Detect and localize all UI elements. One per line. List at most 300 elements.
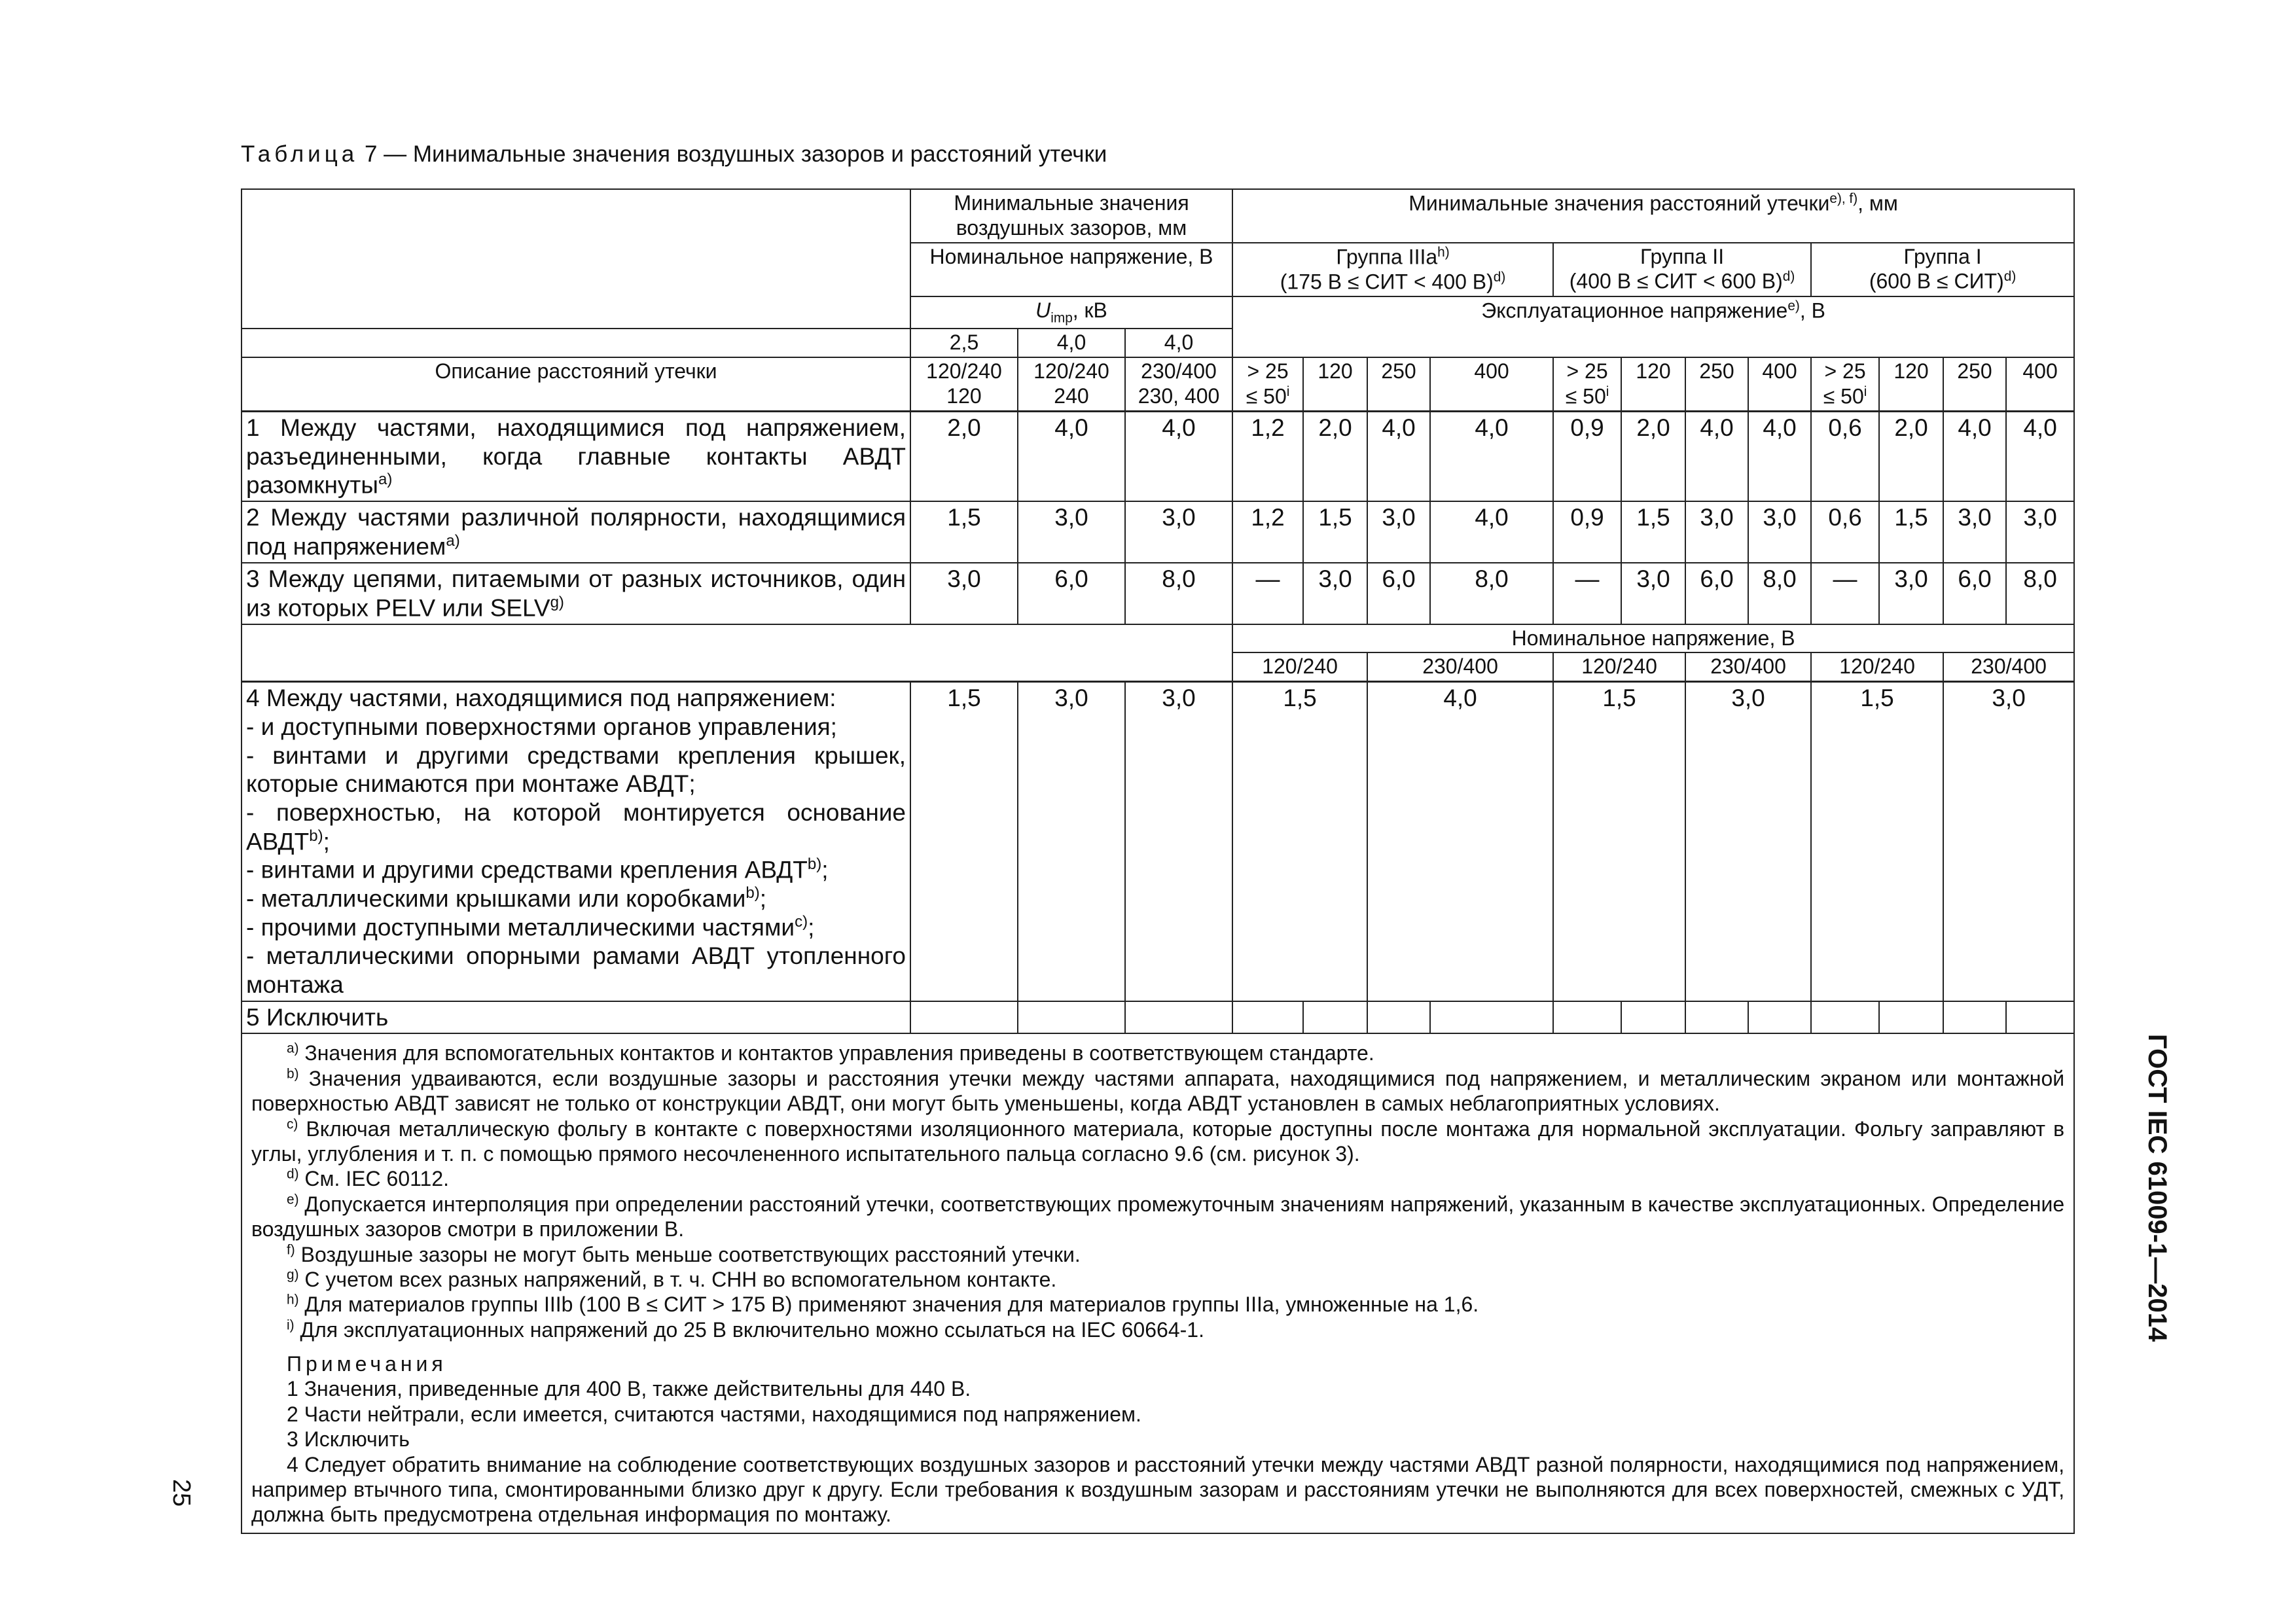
footnote-marker: d)	[1782, 269, 1795, 285]
value-text: 1,5	[947, 504, 981, 531]
table-value	[1879, 412, 1943, 502]
subheader-nominal-voltage	[1232, 624, 2074, 653]
table-value	[1303, 563, 1367, 624]
footnote-marker: h)	[1437, 244, 1450, 260]
subheader-row-1	[242, 624, 2074, 653]
table-value	[1018, 563, 1125, 624]
empty-cell	[1879, 1001, 1943, 1034]
table-value	[1748, 412, 1811, 502]
operating-voltage-text: Эксплуатационное напряжение	[1481, 298, 1788, 323]
value-text: 4,0	[1958, 414, 1992, 442]
table-value	[1685, 682, 1811, 1001]
description-label-text: Описание расстояний утечки	[435, 359, 717, 383]
table-value	[1367, 412, 1430, 502]
value-text: 1,5	[1860, 685, 1894, 712]
footnote-text: Воздушные зазоры не могут быть меньше соответствующих расстояний утечки.	[295, 1242, 1081, 1266]
table-value	[1430, 501, 1553, 563]
table-value	[910, 501, 1018, 563]
op-value-text: 250	[1957, 359, 1992, 383]
table-value	[1232, 501, 1303, 563]
empty-cell	[1811, 1001, 1879, 1034]
value-text: 3,0	[2023, 504, 2057, 531]
group-range: (600 В ≤ СИТ)	[1869, 269, 2004, 293]
table-value	[1811, 563, 1879, 624]
subheader-voltage-pair	[1811, 652, 1943, 681]
table-value	[1685, 501, 1748, 563]
nominal-voltage-value	[1125, 357, 1232, 412]
table-value	[1621, 501, 1685, 563]
op-low: > 25	[1566, 359, 1608, 383]
value-text: 1,5	[947, 685, 981, 712]
value-text: 8,0	[1162, 565, 1196, 593]
value-text: 1,2	[1251, 504, 1285, 531]
table-value	[2006, 501, 2074, 563]
table-value	[1553, 563, 1621, 624]
unit: , В	[1799, 298, 1825, 323]
footnote-text: Значения для вспомогательных контактов и контактов управления приведены в соответствующем стандарте.	[298, 1041, 1374, 1065]
value-text: 1,5	[1602, 685, 1636, 712]
empty-cell	[1430, 1001, 1553, 1034]
table-value	[1430, 412, 1553, 502]
footnote-text: Для материалов группы IIIb (100 В ≤ СИТ > 175 В) применяют значения для материалов группы IIIa, умноженные на 1,6.	[298, 1293, 1479, 1317]
empty-cell	[1748, 1001, 1811, 1034]
nominal-voltage-value-text: 120	[946, 383, 982, 408]
material-group-2	[1553, 243, 1811, 297]
punct: ;	[759, 885, 767, 912]
data-row-4	[242, 682, 2074, 1001]
value-text: 3,0	[1731, 685, 1765, 712]
table-value	[1303, 412, 1367, 502]
uimp-subscript: imp	[1050, 310, 1073, 326]
footnote-marker: i)	[287, 1317, 295, 1333]
value-text: 3,0	[1958, 504, 1992, 531]
value-text: 4,0	[1382, 414, 1416, 442]
value-text: 3,0	[1700, 504, 1734, 531]
footnote-text: Для эксплуатационных напряжений до 25 В включительно можно ссылаться на IEC 60664-1.	[294, 1317, 1204, 1342]
row4-line-text: 4 Между частями, находящимися под напряжением:	[246, 685, 836, 712]
uimp-value	[910, 329, 1018, 357]
nominal-voltage-value	[910, 357, 1018, 412]
header-row-1	[242, 189, 2074, 243]
table-value	[1553, 501, 1621, 563]
subheader-voltage-pair	[1232, 652, 1367, 681]
value-text: 1,5	[1636, 504, 1670, 531]
footnotes-cell	[242, 1033, 2074, 1533]
empty-cell	[910, 1001, 1018, 1034]
footnote-marker: a)	[446, 532, 460, 550]
value-text: 0,6	[1828, 414, 1862, 442]
subheader-blank	[242, 624, 1232, 682]
header-blank	[242, 329, 910, 357]
row-description	[242, 501, 910, 563]
op-low: > 25	[1824, 359, 1866, 383]
value-text: 3,0	[1054, 504, 1088, 531]
value-text: 0,9	[1570, 504, 1604, 531]
operating-voltage-value	[1943, 357, 2006, 412]
footnote-marker: e)	[287, 1192, 299, 1207]
row4-line-text: - и доступными поверхностями органов управления;	[246, 713, 837, 740]
empty-cell	[1685, 1001, 1748, 1034]
subheader-voltage-pair	[1367, 652, 1553, 681]
note: 1 Значения, приведенные для 400 В, также действительны для 440 В.	[287, 1377, 971, 1401]
footnote-marker: a)	[287, 1041, 299, 1056]
footnote	[251, 1166, 2064, 1191]
data-row-2	[242, 501, 2074, 563]
value-text: 8,0	[1475, 565, 1509, 593]
voltage-pair-text: 120/240	[1262, 654, 1338, 679]
table-value	[1621, 563, 1685, 624]
row4-line-text: - металлическими опорными рамами АВДТ утопленного монтажа	[246, 942, 906, 999]
footnote	[251, 1292, 2064, 1317]
table-value	[1232, 412, 1303, 502]
table-value	[1367, 501, 1430, 563]
table-header	[242, 189, 2074, 412]
table-value	[1943, 682, 2074, 1001]
material-group-3	[1811, 243, 2074, 297]
table-7	[241, 188, 2073, 1534]
table-value	[1553, 412, 1621, 502]
operating-voltage-value	[1621, 357, 1685, 412]
punct: ;	[821, 856, 829, 883]
row-description-text: 2 Между частями различной полярности, находящимися под напряжением	[246, 504, 906, 560]
data-row-1	[242, 412, 2074, 502]
creepage-title	[1232, 189, 2074, 243]
row-description-text: 5 Исключить	[246, 1003, 389, 1031]
footnote-text: См. IEC 60112.	[298, 1167, 450, 1191]
footnote	[251, 1242, 2064, 1267]
value-text: 2,0	[947, 414, 981, 442]
row4-line	[246, 713, 906, 741]
footnote-marker: e)	[1787, 298, 1800, 314]
row4-line-text: - винтами и другими средствами крепления крышек, которые снимаются при монтаже АВДТ;	[246, 741, 906, 798]
row4-line	[246, 741, 906, 798]
row4-line	[246, 913, 906, 942]
empty-cell	[1367, 1001, 1430, 1034]
footnote-marker: i	[1286, 383, 1290, 399]
value-text: 3,0	[1318, 565, 1352, 593]
empty-cell	[1553, 1001, 1621, 1034]
value-text: —	[1575, 565, 1600, 593]
row4-line-text: - винтами и другими средствами крепления АВДТ	[246, 856, 808, 883]
footnote-text: Включая металлическую фольгу в контакте с поверхностями изоляционного материала, которые доступны после монтажа для нормальной эксплуатации. Фольгу заправляют в углы, углубления и т. п. с помощью прямого несочлененного испытательного пальца согласно 9.6 (см. рисунок 3).	[251, 1116, 2065, 1166]
footnote-marker: i	[1605, 383, 1609, 399]
table-value	[1367, 682, 1553, 1001]
table-value	[910, 563, 1018, 624]
nominal-voltage-value-text: 240	[1054, 383, 1089, 408]
row4-line	[246, 942, 906, 999]
row-description	[242, 412, 910, 502]
value-text: 8,0	[2023, 565, 2057, 593]
value-text: 1,5	[1318, 504, 1352, 531]
footnote-marker: i	[1863, 383, 1867, 399]
op-value-text: 400	[1762, 359, 1797, 383]
value-text: 0,9	[1570, 414, 1604, 442]
value-text: 4,0	[1443, 685, 1477, 712]
group-range: (400 В ≤ СИТ < 600 В)	[1569, 269, 1783, 293]
op-value-text: 250	[1381, 359, 1416, 383]
value-text: 4,0	[1475, 504, 1509, 531]
table-value	[2006, 412, 2074, 502]
value-text: —	[1255, 565, 1280, 593]
op-value-text: 400	[1474, 359, 1509, 383]
voltage-pair-text: 120/240	[1839, 654, 1915, 679]
table-value	[1430, 563, 1553, 624]
value-text: 3,0	[1763, 504, 1797, 531]
subheader-voltage-pair	[1553, 652, 1685, 681]
footnote-marker: e), f)	[1829, 191, 1858, 206]
value-text: 3,0	[1054, 685, 1088, 712]
nominal-voltage-label	[910, 243, 1232, 297]
creepage-title-text: Минимальные значения расстояний утечки	[1408, 191, 1830, 215]
empty-cell	[2006, 1001, 2074, 1034]
data-row-3	[242, 563, 2074, 624]
punct: ;	[323, 827, 330, 855]
footnote-marker: a)	[378, 471, 393, 489]
voltage-pair-text: 230/400	[1971, 654, 2047, 679]
group-name: Группа I	[1903, 244, 1982, 268]
value-text: 1,2	[1251, 414, 1285, 442]
subheader-voltage-pair	[1943, 652, 2074, 681]
value-text: 4,0	[1162, 414, 1196, 442]
footnote-marker: c)	[795, 913, 808, 931]
footnote-marker: d)	[287, 1166, 299, 1182]
page-number: 25	[168, 1479, 195, 1507]
voltage-pair-text: 120/240	[1581, 654, 1657, 679]
footnote	[251, 1116, 2064, 1167]
table-footnotes	[242, 1033, 2074, 1533]
table-value	[1125, 501, 1232, 563]
uimp-value	[1018, 329, 1125, 357]
footnote	[251, 1317, 2064, 1342]
footnote-marker: c)	[287, 1116, 298, 1132]
table-value	[1125, 563, 1232, 624]
table-value	[1018, 501, 1125, 563]
nominal-voltage-value-text: 230, 400	[1138, 383, 1220, 408]
table-value	[1553, 682, 1685, 1001]
subheader-nominal-voltage-text: Номинальное напряжение, В	[1511, 626, 1795, 650]
footnote-marker: g)	[287, 1267, 299, 1283]
value-text: 4,0	[1700, 414, 1734, 442]
table-value	[1943, 563, 2006, 624]
row4-line	[246, 884, 906, 913]
voltage-pair-text: 230/400	[1710, 654, 1786, 679]
op-value-text: 120	[1636, 359, 1671, 383]
material-group-1	[1232, 243, 1553, 297]
table-value	[1811, 501, 1879, 563]
value-text: —	[1833, 565, 1857, 593]
value-text: 3,0	[1636, 565, 1670, 593]
value-text: 2,0	[1636, 414, 1670, 442]
table-value	[1685, 563, 1748, 624]
value-text: 4,0	[2023, 414, 2057, 442]
value-text: 4,0	[1763, 414, 1797, 442]
nominal-voltage-value	[1018, 357, 1125, 412]
footnotes-row	[242, 1033, 2074, 1533]
value-text: 6,0	[1054, 565, 1088, 593]
footnote	[251, 1192, 2064, 1242]
value-text: 3,0	[1992, 685, 2026, 712]
table-value	[1125, 682, 1232, 1001]
op-low: > 25	[1247, 359, 1289, 383]
operating-voltage-value	[1685, 357, 1748, 412]
table-value	[1125, 412, 1232, 502]
operating-voltage-value	[1232, 357, 1303, 412]
value-text: 2,0	[1894, 414, 1928, 442]
voltage-pair-text: 230/400	[1422, 654, 1498, 679]
unit: , мм	[1857, 191, 1898, 215]
operating-voltage-label	[1232, 296, 2074, 357]
value-text: 6,0	[1382, 565, 1416, 593]
value-text: 3,0	[1894, 565, 1928, 593]
table-caption	[241, 141, 1107, 168]
value-text: 3,0	[1162, 504, 1196, 531]
op-value-text: 120	[1893, 359, 1929, 383]
footnote-text: Значения удваиваются, если воздушные зазоры и расстояния утечки между частями аппарата, находящимися под напряжением, и металлическим экраном или монтажной поверхностью АВДТ зависят не только от конструкции АВДТ, они могут быть уменьшены, когда АВДТ установлен в самых неблагоприятных условиях.	[251, 1066, 2065, 1116]
footnote-marker: b)	[309, 827, 323, 845]
operating-voltage-value	[1303, 357, 1367, 412]
table-value	[910, 682, 1018, 1001]
table-value	[1943, 501, 2006, 563]
group-range: (175 В ≤ СИТ < 400 В)	[1280, 270, 1494, 294]
row-description	[242, 563, 910, 624]
footnote-text: С учетом всех разных напряжений, в т. ч. СНН во вспомогательном контакте.	[298, 1267, 1057, 1291]
data-row-5	[242, 1001, 2074, 1034]
value-text: 1,5	[1894, 504, 1928, 531]
table-value	[1018, 682, 1125, 1001]
table-value	[1879, 501, 1943, 563]
row-description	[242, 1001, 910, 1034]
subheader-voltage-pair	[1685, 652, 1811, 681]
table-value	[910, 412, 1018, 502]
op-high: ≤ 50	[1246, 384, 1287, 408]
table-value	[1748, 501, 1811, 563]
operating-voltage-value	[1367, 357, 1430, 412]
empty-cell	[1943, 1001, 2006, 1034]
value-text: 1,5	[1283, 685, 1317, 712]
row4-line	[246, 798, 906, 856]
footnote-marker: g)	[550, 593, 564, 611]
uimp-label	[910, 296, 1232, 329]
clearance-title	[910, 189, 1232, 243]
empty-cell	[1621, 1001, 1685, 1034]
caption-lead: Таблица	[241, 141, 359, 167]
table-value	[2006, 563, 2074, 624]
row-description-text: 3 Между цепями, питаемыми от разных источников, один из которых PELV или SELV	[246, 565, 906, 622]
op-value-text: 250	[1699, 359, 1734, 383]
value-text: 6,0	[1700, 565, 1734, 593]
table-value	[1879, 563, 1943, 624]
table-value	[1018, 412, 1125, 502]
nominal-voltage-value-text: 120/240	[1033, 359, 1109, 383]
uimp-symbol: U	[1035, 298, 1051, 323]
row4-line	[246, 855, 906, 884]
footnote	[251, 1066, 2064, 1116]
row-description-text: 1 Между частями, находящимися под напряжением, разъединенными, когда главные контакты АВДТ разомкнуты	[246, 414, 906, 499]
note: 2 Части нейтрали, если имеется, считаются частями, находящимися под напряжением.	[287, 1402, 1141, 1426]
table-body	[242, 412, 2074, 1034]
operating-voltage-value	[1811, 357, 1879, 412]
footnote-marker: b)	[745, 884, 760, 902]
punct: ;	[808, 914, 815, 941]
footnote-marker: h)	[287, 1292, 299, 1308]
operating-voltage-value	[1553, 357, 1621, 412]
note: 3 Исключить	[287, 1427, 410, 1452]
uimp-value	[1125, 329, 1232, 357]
footnote-marker: b)	[287, 1066, 299, 1082]
table-value	[1748, 563, 1811, 624]
empty-cell	[1232, 1001, 1303, 1034]
table-value	[1303, 501, 1367, 563]
notes-title: Примечания	[287, 1352, 447, 1376]
clearance-title-text: Минимальные значения воздушных зазоров, мм	[954, 191, 1189, 240]
note: 4 Следует обратить внимание на соблюдение соответствующих воздушных зазоров и расстояний утечки между частями АВДТ разной полярности, находящимися под напряжением, например втычного типа, смонтированными близко друг к другу. Если требования к воздушным зазорам и расстояниям утечки не выполняются для всех поверхностей, смежных с УДТ, должна быть предусмотрена отдельная информация по монтажу.	[251, 1452, 2065, 1527]
footnote-marker: d)	[1493, 269, 1506, 285]
table-value	[1943, 412, 2006, 502]
table-value	[1367, 563, 1430, 624]
uimp-value-text: 2,5	[949, 330, 979, 355]
caption-text: 7 — Минимальные значения воздушных зазоров и расстояний утечки	[358, 141, 1107, 167]
unit: , кВ	[1072, 298, 1107, 323]
value-text: 8,0	[1763, 565, 1797, 593]
op-value-text: 400	[2022, 359, 2058, 383]
clearance-creepage-table	[241, 188, 2075, 1534]
table-value	[1232, 682, 1367, 1001]
op-value-text: 120	[1318, 359, 1353, 383]
operating-voltage-value	[1748, 357, 1811, 412]
footnote-text: Допускается интерполяция при определении расстояний утечки, соответствующих промежуточным значениям напряжений, указанным в качестве эксплуатационных. Определение воздушных зазоров смотри в приложении B.	[251, 1192, 2065, 1241]
value-text: 0,6	[1828, 504, 1862, 531]
footnote	[251, 1041, 2064, 1065]
header-blank	[242, 189, 910, 329]
table-value	[1232, 563, 1303, 624]
footnote-marker: b)	[807, 855, 822, 874]
value-text: 4,0	[1475, 414, 1509, 442]
row4-line-text: - прочими доступными металлическими частями	[246, 914, 795, 941]
value-text: 4,0	[1054, 414, 1088, 442]
value-text: 2,0	[1318, 414, 1352, 442]
empty-cell	[1303, 1001, 1367, 1034]
row4-line-text: - металлическими крышками или коробками	[246, 885, 746, 912]
description-label	[242, 357, 910, 412]
nominal-voltage-value-text: 230/400	[1141, 359, 1217, 383]
nominal-voltage-value-text: 120/240	[926, 359, 1002, 383]
value-text: 6,0	[1958, 565, 1992, 593]
operating-voltage-value	[1430, 357, 1553, 412]
document-title: ГОСТ IEC 61009-1—2014	[2143, 1034, 2172, 1342]
value-text: 3,0	[947, 565, 981, 593]
operating-voltage-value	[2006, 357, 2074, 412]
op-high: ≤ 50	[1823, 384, 1864, 408]
header-row-5	[242, 357, 2074, 412]
empty-cell	[1018, 1001, 1125, 1034]
footnote-marker: d)	[2003, 269, 2017, 285]
table-value	[1811, 682, 1943, 1001]
row4-line	[246, 684, 906, 713]
empty-cell	[1125, 1001, 1232, 1034]
row-description	[242, 682, 910, 1001]
table-value	[1685, 412, 1748, 502]
footnote-marker: f)	[287, 1241, 295, 1257]
group-name: Группа II	[1640, 244, 1725, 268]
op-high: ≤ 50	[1565, 384, 1606, 408]
value-text: 3,0	[1162, 685, 1196, 712]
nominal-voltage-text: Номинальное напряжение, В	[929, 244, 1213, 268]
uimp-value-text: 4,0	[1056, 330, 1086, 355]
table-value	[1811, 412, 1879, 502]
operating-voltage-value	[1879, 357, 1943, 412]
row4-line-text: - поверхностью, на которой монтируется основание АВДТ	[246, 798, 906, 855]
group-name: Группа IIIa	[1336, 245, 1438, 269]
